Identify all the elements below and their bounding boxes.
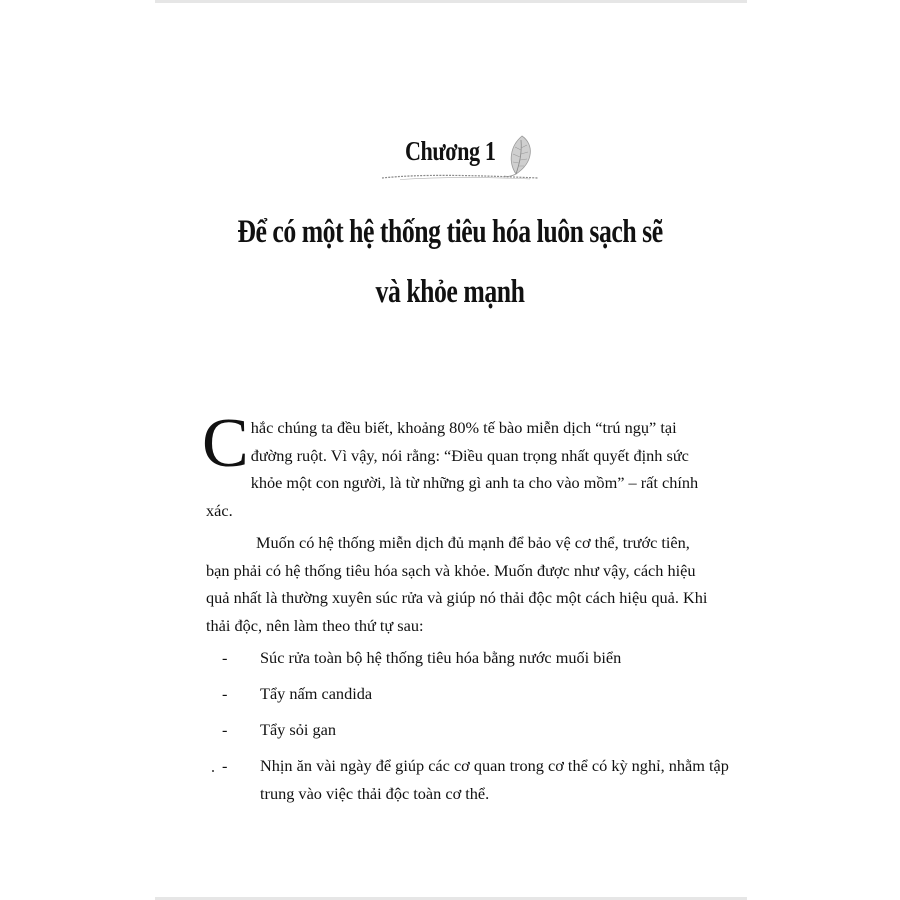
chapter-title-line-1: Để có một hệ thống tiêu hóa luôn sạch sẽ xyxy=(237,214,663,250)
list-item-text: Nhịn ăn vài ngày để giúp các cơ quan trong cơ thể có kỳ nghỉ, nhằm tập trung vào việc thải độc toàn cơ thể. xyxy=(260,756,729,803)
book-page xyxy=(160,0,740,900)
list-item xyxy=(222,752,732,807)
list-item xyxy=(222,644,732,672)
paragraph-2 xyxy=(206,529,714,639)
list-dash: - xyxy=(222,720,228,739)
paragraph-1 xyxy=(202,405,714,524)
chapter-label: Chương 1 xyxy=(404,136,496,166)
drop-cap: C xyxy=(202,405,249,482)
list-dash: - xyxy=(222,756,228,775)
speck-mark xyxy=(212,770,214,772)
chapter-heading xyxy=(160,136,740,167)
list-dash: - xyxy=(222,648,228,667)
list-item xyxy=(222,716,732,744)
list-item-text: Tẩy nấm candida xyxy=(260,684,373,703)
list-dash: - xyxy=(222,684,228,703)
list-item-text: Súc rửa toàn bộ hệ thống tiêu hóa bằng nước muối biển xyxy=(260,648,622,667)
list-item xyxy=(222,680,732,708)
underline-swash-icon xyxy=(380,172,540,182)
list-item-text: Tẩy sỏi gan xyxy=(260,720,336,739)
chapter-title-line-2: và khỏe mạnh xyxy=(375,274,525,310)
chapter-title xyxy=(160,202,740,322)
paragraph-2-text: Muốn có hệ thống miễn dịch đủ mạnh để bảo vệ cơ thể, trước tiên, bạn phải có hệ thống tiêu hóa sạch và khỏe. Muốn được như vậy, cách hiệu quả nhất là thường xuyên súc rửa và giúp nó thải độc một cách hiệu quả. Khi thải độc, nên làm theo thứ tự sau: xyxy=(206,533,708,635)
paragraph-1-text: hắc chúng ta đều biết, khoảng 80% tế bào miễn dịch “trú ngụ” tại đường ruột. Vì vậy, nói rằng: “Điều quan trọng nhất quyết định sức khỏe một con người, là từ những gì anh ta cho vào mồm” – rất chính xác. xyxy=(206,418,699,520)
detox-step-list xyxy=(222,644,732,816)
